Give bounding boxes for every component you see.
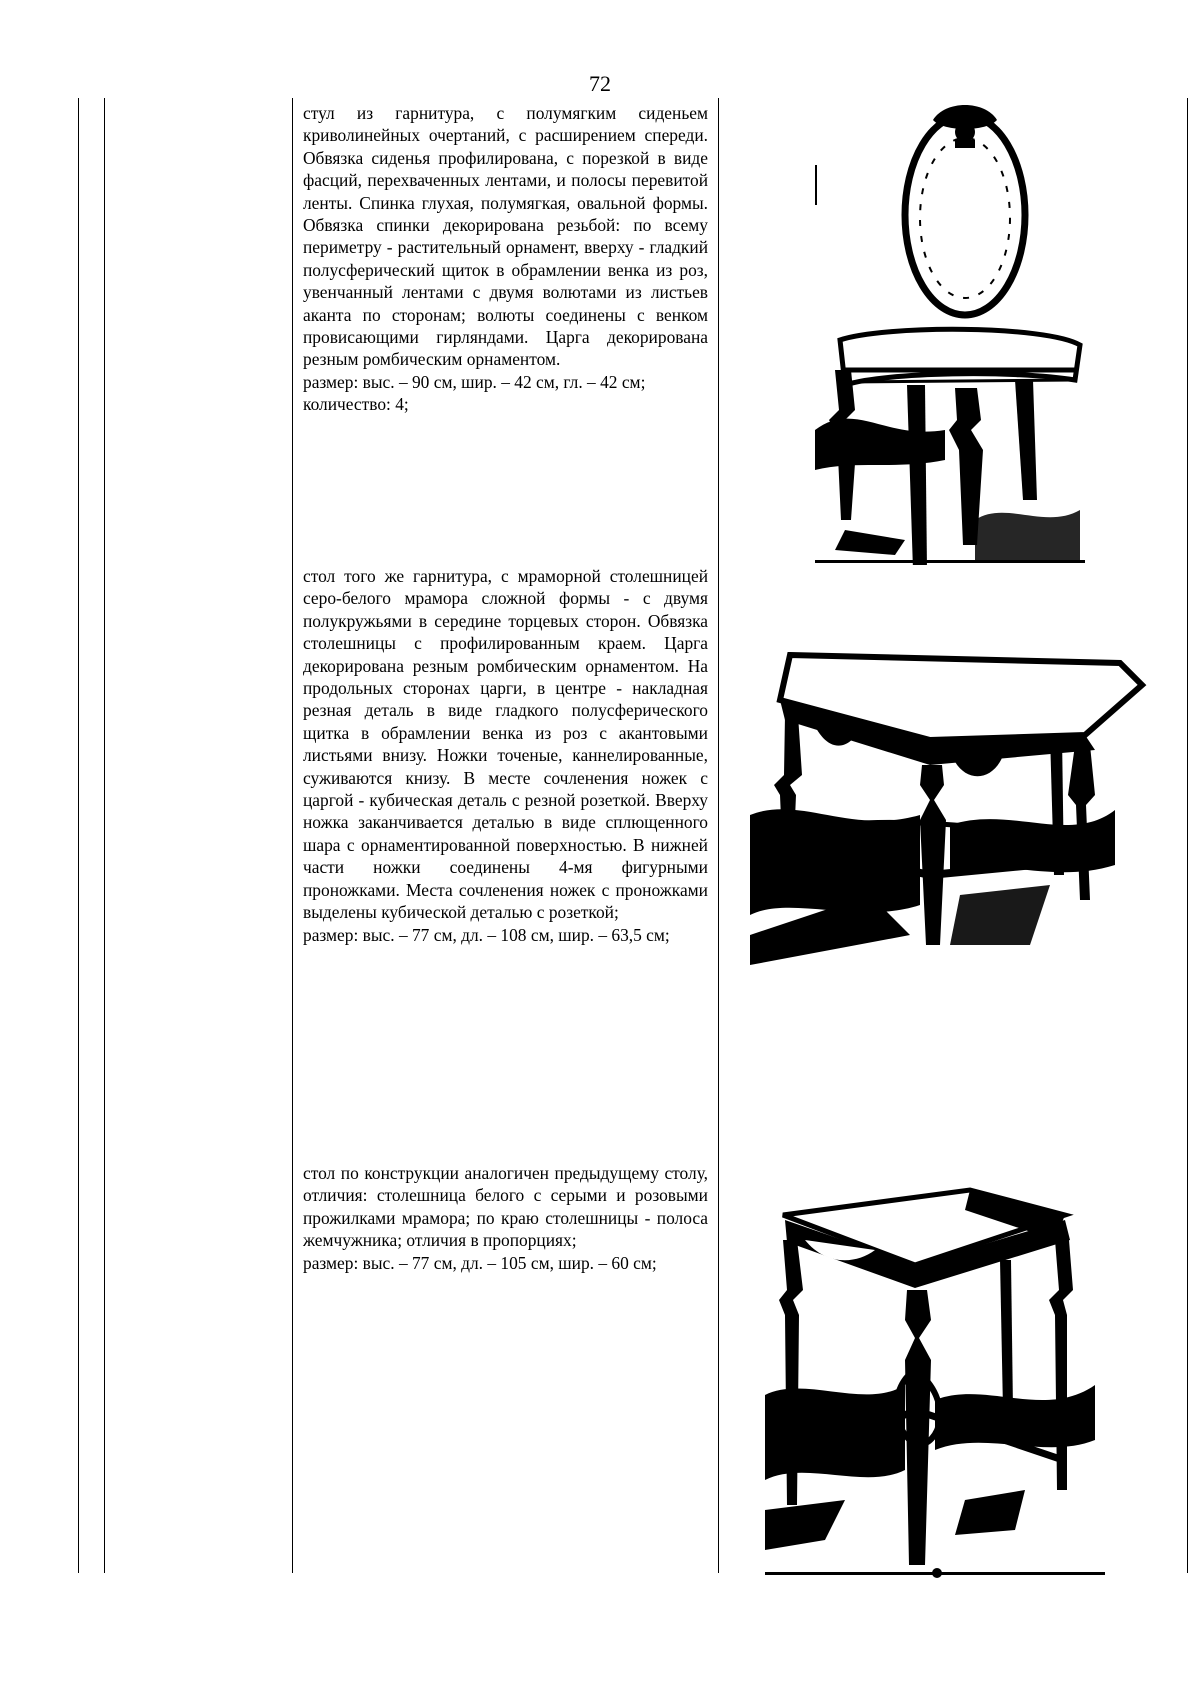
catalog-entry-second-table [303,1162,708,1274]
chair-photo-icon [815,100,1085,565]
marble-table-photo [750,645,1150,975]
chair-photo [815,100,1085,565]
second-table-photo [765,1170,1135,1580]
table-border-left-inner [104,98,105,1573]
page-number: 72 [589,71,611,96]
table-border-right [1187,98,1188,1573]
table-border-left-outer [78,98,79,1573]
second-table-photo-icon [765,1170,1135,1580]
entry-size: размер: выс. – 77 см, дл. – 108 см, шир. – 63,5 см; [303,924,670,945]
entry-size: размер: выс. – 77 см, дл. – 105 см, шир. – 60 см; [303,1252,657,1273]
catalog-entry-chair [303,102,708,416]
entry-description: стул из гарнитура, с полумягким сиденьем криволинейных очертаний, с расширением спереди. Обвязка сиденья профилирована, с порезкой в виде фасций, перехваченных лентами, и полосы перевитой ленты. Спинка глухая, полумягкая, овальной формы. Обвязка спинки декорирована резьбой: по всему периметру - растительный орнамент, вверху - гладкий полусферический щиток в обрамлении венка из роз, увенчанный лентами с двумя волютами из листьев аканта по сторонам; волюты соединены с венком провисающими гирляндами. Царга декорирована резным ромбическим орнаментом. [303,103,708,370]
entry-description: стол по конструкции аналогичен предыдущему столу, отличия: столешница белого с серыми и розовыми прожилками мрамора; по краю столешницы - полоса жемчужника; отличия в пропорциях; [303,1163,708,1251]
entry-size: размер: выс. – 90 см, шир. – 42 см, гл. – 42 см; [303,371,646,392]
catalog-entry-table [303,565,708,946]
marble-table-photo-icon [750,645,1150,975]
entry-quantity: количество: 4; [303,394,409,415]
table-column-divider-2 [718,98,719,1573]
table-column-divider-1 [292,98,293,1573]
entry-description: стол того же гарнитура, с мраморной столешницей серо-белого мрамора сложной формы - с двумя полукружьями в середине торцевых сторон. Обвязка столешницы с профилированным краем. Царга декорирована резным ромбическим орнаментом. На продольных сторонах царги, в центре - накладная резная деталь в виде гладкого полусферического щитка в обрамлении венка из роз с акантовыми листьями внизу. Ножки точеные, каннелированные, суживаются книзу. В месте сочленения ножек с царгой - кубическая деталь с резной розеткой. Вверху ножка заканчивается деталью в виде сплющенного шара с орнаментированной поверхностью. В нижней части ножки соединены 4-мя фигурными проножками. Места сочленения ножек с проножками выделены кубической деталью с розеткой; [303,566,708,923]
